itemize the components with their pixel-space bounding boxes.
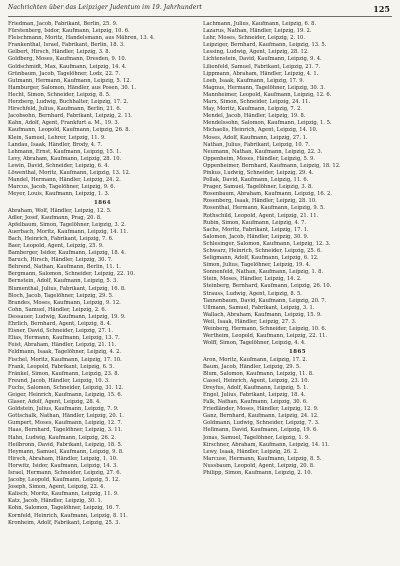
register-entry: Brandes, Moses, Kaufmann, Leipzig, 9. 12. — [8, 299, 121, 306]
register-entry: Cassel, Heinrich, Agent, Leipzig, 23. 10. — [203, 377, 310, 384]
register-entry: Jacobsohn, Bernhard, Fabrikant, Leipzig, 2. 11. — [8, 113, 133, 120]
register-entry: Lessing, Ludwig, Agent, Leipzig, 28. 12. — [203, 49, 309, 56]
register-entry: Hamburger, Salomon, Händler, aus Posen, 30. 1. — [8, 84, 136, 91]
register-entry: Bach, Heinrich, Fabrikant, Leipzig, 7. 6. — [8, 235, 114, 242]
register-entry: Meyer, Louis, Kaufmann, Leipzig, 1. 3. — [8, 191, 110, 198]
register-entry: Ullmann, Samuel, Fabrikant, Leipzig, 3. 1. — [203, 304, 315, 311]
register-entry: Goldberg, Moses, Kaufmann, Dresden, 9. 10. — [8, 56, 127, 63]
register-entry: Israel, Hermann, Schneider, Leipzig, 27. 6. — [8, 470, 122, 477]
register-entry: Weinberg, Hermann, Schneider, Leipzig, 10. 6. — [203, 326, 327, 333]
register-entry: Mendel, Jacob, Händler, Leipzig, 19. 8. — [203, 113, 306, 120]
register-entry: Goldschmidt, Max, Kaufmann, Leipzig, 14. 4. — [8, 63, 127, 70]
register-entry: Lehmann, Ernst, Kaufmann, Leipzig, 15. 1. — [8, 148, 122, 155]
register-entry: Hirsch, Abraham, Händler, Leipzig, 1. 10. — [8, 455, 118, 462]
register-entry: Baum, Jacob, Händler, Leipzig, 29. 5. — [203, 363, 301, 370]
register-entry: Levy, Abraham, Kaufmann, Leipzig, 28. 10. — [8, 155, 122, 162]
register-entry: Tannenbaum, David, Kaufmann, Leipzig, 20. 7. — [203, 297, 327, 304]
register-entry: Rubin, Simon, Kaufmann, Leipzig, 4. 7. — [203, 219, 307, 226]
register-entry: Blum, Salomon, Kaufmann, Leipzig, 11. 8. — [203, 370, 314, 377]
register-entry: Wallach, Abraham, Kaufmann, Leipzig, 15. 9. — [203, 311, 322, 318]
register-entry: Lewin, David, Schneider, Leipzig, 6. 4. — [8, 162, 110, 169]
register-entry: Lehr, Moses, Schneider, Leipzig, 2. 10. — [203, 35, 306, 42]
register-entry: Kohn, Salomon, Tagelöhner, Leipzig, 16. 7. — [8, 505, 121, 512]
register-entry: Gottschalk, Nathan, Händler, Leipzig, 20. 1. — [8, 413, 124, 420]
register-entry: Salomon, Jacob, Händler, Leipzig, 30. 9. — [203, 233, 309, 240]
register-entry: Horwitz, Isidor, Kaufmann, Leipzig, 14. 3. — [8, 462, 118, 469]
register-entry: Dessauer, Ludwig, Kaufmann, Leipzig, 19. 9. — [8, 313, 126, 320]
register-entry: Bergmann, Salomon, Schneider, Leipzig, 22. 10. — [8, 271, 135, 278]
register-entry: Herzberg, Ludwig, Buchhalter, Leipzig, 17. 2. — [8, 99, 129, 106]
register-entry: Falk, Nathan, Kaufmann, Leipzig, 30. 6. — [203, 399, 308, 406]
register-entry: Bamberger, Isidor, Kaufmann, Leipzig, 18. 4. — [8, 250, 126, 257]
register-entry: Seligmann, Adolf, Kaufmann, Leipzig, 6. 12. — [203, 255, 319, 262]
register-entry: Stein, Moses, Händler, Leipzig, 14. 2. — [203, 276, 302, 283]
register-entry: Heilbronn, David, Fabrikant, Leipzig, 18. 5. — [8, 441, 123, 448]
register-entry: Adler, Josef, Kaufmann, Prag, 20. 8. — [8, 214, 102, 221]
register-entry: Gumpert, Moses, Kaufmann, Leipzig, 12. 7. — [8, 420, 123, 427]
register-entry: Blumenthal, Julius, Fabrikant, Leipzig, 16. 8. — [8, 285, 126, 292]
register-entry: Magnus, Hermann, Tagelöhner, Leipzig, 30. 3. — [203, 84, 326, 91]
register-entry: Wolff, Simon, Tagelöhner, Leipzig, 4. 4. — [203, 340, 306, 347]
register-entry: Heymann, Samuel, Kaufmann, Leipzig, 9. 8. — [8, 448, 124, 455]
register-entry: Rosenbaum, Abraham, Kaufmann, Leipzig, 16. 2. — [203, 191, 332, 198]
register-entry: Mendelssohn, Salomon, Kaufmann, Leipzig, 1. 5. — [203, 120, 332, 127]
register-entry: Steinberg, Bernhard, Kaufmann, Leipzig, 26. 10. — [203, 283, 332, 290]
register-entry: Schlesinger, Salomon, Kaufmann, Leipzig, 12. 3. — [203, 240, 331, 247]
register-entry: Klein, Samuel, Lehrer, Leipzig, 11. 9. — [8, 134, 106, 141]
register-entry: Lippmann, Abraham, Händler, Leipzig, 4. 1. — [203, 70, 319, 77]
register-entry: Katz, Jacob, Händler, Leipzig, 30. 1. — [8, 498, 103, 505]
register-entry: Friedländer, Moses, Händler, Leipzig, 12. 9. — [203, 406, 319, 413]
register-entry: Auerbach, Moritz, Kaufmann, Leipzig, 14. 11. — [8, 228, 129, 235]
register-entry: Baruch, Hirsch, Händler, Leipzig, 30. 7. — [8, 257, 113, 264]
register-entry: Neumann, Nathan, Kaufmann, Leipzig, 22. 3. — [203, 148, 323, 155]
register-entry: Elias, Hermann, Kaufmann, Leipzig, 13. 7. — [8, 335, 120, 342]
register-entry: Michaelis, Heinrich, Agent, Leipzig, 14. 10. — [203, 127, 318, 134]
register-entry: Frankenthal, Israel, Fabrikant, Berlin, 18. 3. — [8, 42, 125, 49]
register-entry: Marcuse, Hermann, Kaufmann, Leipzig, 8. 5. — [203, 455, 322, 462]
register-entry: Kaufmann, Leopold, Kaufmann, Leipzig, 26. 8. — [8, 127, 131, 134]
register-entry: Rothschild, Leopold, Agent, Leipzig, 21. 11. — [203, 212, 319, 219]
register-entry: Prager, Samuel, Tagelöhner, Leipzig, 3. 8. — [203, 184, 313, 191]
register-entry: Lazarus, Nathan, Händler, Leipzig, 19. 2. — [203, 28, 312, 35]
register-entry: Schwarz, Heinrich, Schneider, Leipzig, 25. 6. — [203, 248, 322, 254]
register-entry: Goldstein, Julius, Kaufmann, Leipzig, 7. 9. — [8, 406, 119, 413]
register-entry: Aron, Moritz, Kaufmann, Leipzig, 17. 2. — [203, 356, 308, 363]
register-entry: Lewy, Isaak, Händler, Leipzig, 26. 2. — [203, 448, 299, 455]
register-entry: Feist, Abraham, Händler, Leipzig, 21. 11. — [8, 342, 117, 349]
register-entry: May, Moritz, Kaufmann, Leipzig, 7. 2. — [203, 106, 302, 113]
register-entry: Oppenheimer, Bernhard, Kaufmann, Leipzig, 18. 12. — [203, 162, 341, 169]
register-entry: Moses, Adolf, Kaufmann, Leipzig, 27. 1. — [203, 134, 308, 141]
register-entry: Nussbaum, Leopold, Agent, Leipzig, 20. 8. — [203, 462, 315, 469]
register-entry: Kornfeld, Heinrich, Kaufmann, Leipzig, 8. 11. — [8, 512, 128, 519]
register-entry: Philipp, Simon, Kaufmann, Leipzig, 2. 10. — [203, 470, 313, 477]
register-entry: Loeb, Isaak, Kaufmann, Leipzig, 17. 9. — [203, 77, 305, 84]
register-entry: Kirschner, Abraham, Kaufmann, Leipzig, 14. 11. — [203, 441, 330, 448]
register-entry: Gelbert, Hirsch, Händler, Leipzig, 3. 8. — [8, 49, 111, 56]
register-entry: Gutmann, Hermann, Kaufmann, Leipzig, 5. 12. — [8, 77, 132, 84]
register-entry: Rosenberg, Isaak, Händler, Leipzig, 28. 10. — [203, 198, 317, 205]
register-entry: Weil, Isaak, Händler, Leipzig, 27. 3. — [203, 318, 297, 325]
register-entry: Haas, Bernhard, Tagelöhner, Leipzig, 3. 11. — [8, 427, 123, 434]
register-entry: Ehrlich, Bernhard, Agent, Leipzig, 8. 4. — [8, 321, 112, 328]
register-entry: Strauss, Ludwig, Agent, Leipzig, 8. 5. — [203, 290, 302, 297]
register-entry: Kalisch, Moritz, Kaufmann, Leipzig, 11. 9. — [8, 491, 119, 498]
register-entry: Dreyfus, Adolf, Kaufmann, Leipzig, 5. 1. — [203, 384, 309, 391]
register-entry: Bernstein, Adolf, Kaufmann, Leipzig, 5. 3. — [8, 278, 118, 285]
register-entry: Wertheim, Leopold, Kaufmann, Leipzig, 22. 11. — [203, 333, 328, 340]
register-entry: Lilienfeld, Samuel, Fabrikant, Leipzig, 21. 7. — [203, 63, 321, 70]
register-entry: Behrend, Nathan, Kaufmann, Berlin, 11. 1. — [8, 264, 121, 271]
register-entry: Cohn, Samuel, Händler, Leipzig, 2. 6. — [8, 306, 107, 313]
register-entry: Hellmann, David, Kaufmann, Leipzig, 19. 6. — [203, 427, 318, 434]
register-entry: Mandel, Hermann, Händler, Leipzig, 24. 2. — [8, 177, 121, 184]
register-entry: Fischel, Moritz, Kaufmann, Leipzig, 17. 10. — [8, 356, 122, 363]
register-entry: Goldmann, Ludwig, Schneider, Leipzig, 7. 3. — [203, 420, 320, 427]
left-column — [8, 21, 197, 561]
register-entry: Fuchs, Salomon, Schneider, Leipzig, 31. 12. — [8, 384, 124, 391]
register-entry: Frank, Leopold, Fabrikant, Leipzig, 6. 5. — [8, 363, 115, 370]
register-entry: Friedman, Jacob, Fabrikant, Berlin, 25. 9. — [8, 21, 118, 27]
register-entry: Grünbaum, Jacob, Tagelöhner, Lodz, 22. 7. — [8, 70, 121, 77]
register-entry: Rosenthal, Hermann, Kaufmann, Leipzig, 9. 5. — [203, 205, 325, 212]
register-entry: Baer, Leopold, Agent, Leipzig, 25. 9. — [8, 243, 104, 250]
register-entry: Freund, Jacob, Händler, Leipzig, 10. 3. — [8, 377, 110, 384]
register-entry: Abraham, Wolf, Händler, Leipzig, 12. 5. — [8, 207, 112, 214]
register-entry: Hirschfeld, Julius, Kaufmann, Berlin, 21. 6. — [8, 106, 122, 113]
register-entry: Apfelbaum, Simon, Tagelöhner, Leipzig, 3. 2. — [8, 221, 126, 228]
register-entry: Hecht, Simon, Schneider, Leipzig, 8. 5. — [8, 91, 111, 98]
register-entry: Löwenthal, Moritz, Kaufmann, Leipzig, 13. 12. — [8, 169, 131, 176]
register-entry: Landau, Isaak, Händler, Brody, 4. 7. — [8, 141, 103, 148]
register-entry: Sachs, Moritz, Fabrikant, Leipzig, 17. 1. — [203, 226, 309, 233]
register-entry: Geiger, Heinrich, Kaufmann, Leipzig, 15. 6. — [8, 391, 123, 398]
register-entry: Engel, Julius, Fabrikant, Leipzig, 18. 4. — [203, 391, 306, 398]
register-entry: Eisner, David, Schneider, Leipzig, 27. 1. — [8, 328, 114, 335]
register-entry: Marcus, Jacob, Tagelöhner, Leipzig, 9. 6. — [8, 184, 116, 191]
register-entry: Bloch, Jacob, Tagelöhner, Leipzig, 29. 5. — [8, 292, 114, 299]
register-entry: Kronheim, Adolf, Fabrikant, Leipzig, 25. 3. — [8, 519, 121, 526]
register-entry: Fränkel, Simon, Kaufmann, Leipzig, 23. 8. — [8, 370, 120, 377]
register-entry: Oppenheim, Moses, Händler, Leipzig, 5. 9. — [203, 155, 315, 162]
register-entry: Feldmann, Isaak, Tagelöhner, Leipzig, 4. 2. — [8, 349, 122, 356]
register-entry: Pollak, David, Kaufmann, Leipzig, 11. 6. — [203, 177, 309, 184]
register-entry: Kahn, Adolf, Agent, Frankfurt a. M., 19. 3. — [8, 120, 120, 127]
register-entry: Fleischmann, Moritz, Handelsmann, aus Mähren, 13. 4. — [8, 35, 155, 42]
register-entry: Fürstenberg, Isidor, Kaufmann, Leipzig, 10. 6. — [8, 28, 130, 35]
year-heading: 1865 — [288, 348, 306, 355]
register-entry: Marx, Simon, Schneider, Leipzig, 24. 11. — [203, 99, 311, 106]
register-entry: Nathan, Julius, Fabrikant, Leipzig, 10. 7. — [203, 141, 310, 148]
register-entry: Lichtenstein, David, Kaufmann, Leipzig, 9. 4. — [203, 56, 322, 63]
register-entry: Mannheimer, Leopold, Kaufmann, Leipzig, 12. 6. — [203, 91, 332, 98]
register-entry: Hahn, Ludwig, Kaufmann, Leipzig, 26. 2. — [8, 434, 116, 441]
right-column — [203, 21, 392, 561]
page-header — [8, 4, 392, 17]
running-title: Nachrichten über das Leipziger Judentum im 19. Jahrhundert — [8, 4, 202, 11]
register-entry: Sonnenfeld, Nathan, Kaufmann, Leipzig, 1. 8. — [203, 269, 324, 276]
register-entry: Simon, Julius, Tagelöhner, Leipzig, 19. 4. — [203, 262, 311, 269]
register-entry: Pinkus, Ludwig, Schneider, Leipzig, 29. 4. — [203, 169, 314, 176]
register-entry: Joseph, Simon, Agent, Leipzig, 22. 4. — [8, 484, 106, 491]
register-entry: Ganz, Bernhard, Kaufmann, Leipzig, 24. 12. — [203, 413, 319, 420]
page-number: 125 — [373, 4, 390, 14]
register-entry: Glaser, Adolf, Agent, Leipzig, 28. 4. — [8, 399, 101, 406]
register-entry: Jonas, Samuel, Tagelöhner, Leipzig, 1. 9. — [203, 434, 310, 441]
register-entry: Lachmann, Julius, Kaufmann, Leipzig, 6. 8. — [203, 21, 317, 27]
text-columns — [8, 21, 392, 561]
year-heading: 1864 — [93, 199, 111, 206]
register-entry: Leipziger, Bernhard, Kaufmann, Leipzig, 13. 5. — [203, 42, 327, 49]
register-entry: Jacoby, Leopold, Kaufmann, Leipzig, 5. 12. — [8, 477, 120, 484]
